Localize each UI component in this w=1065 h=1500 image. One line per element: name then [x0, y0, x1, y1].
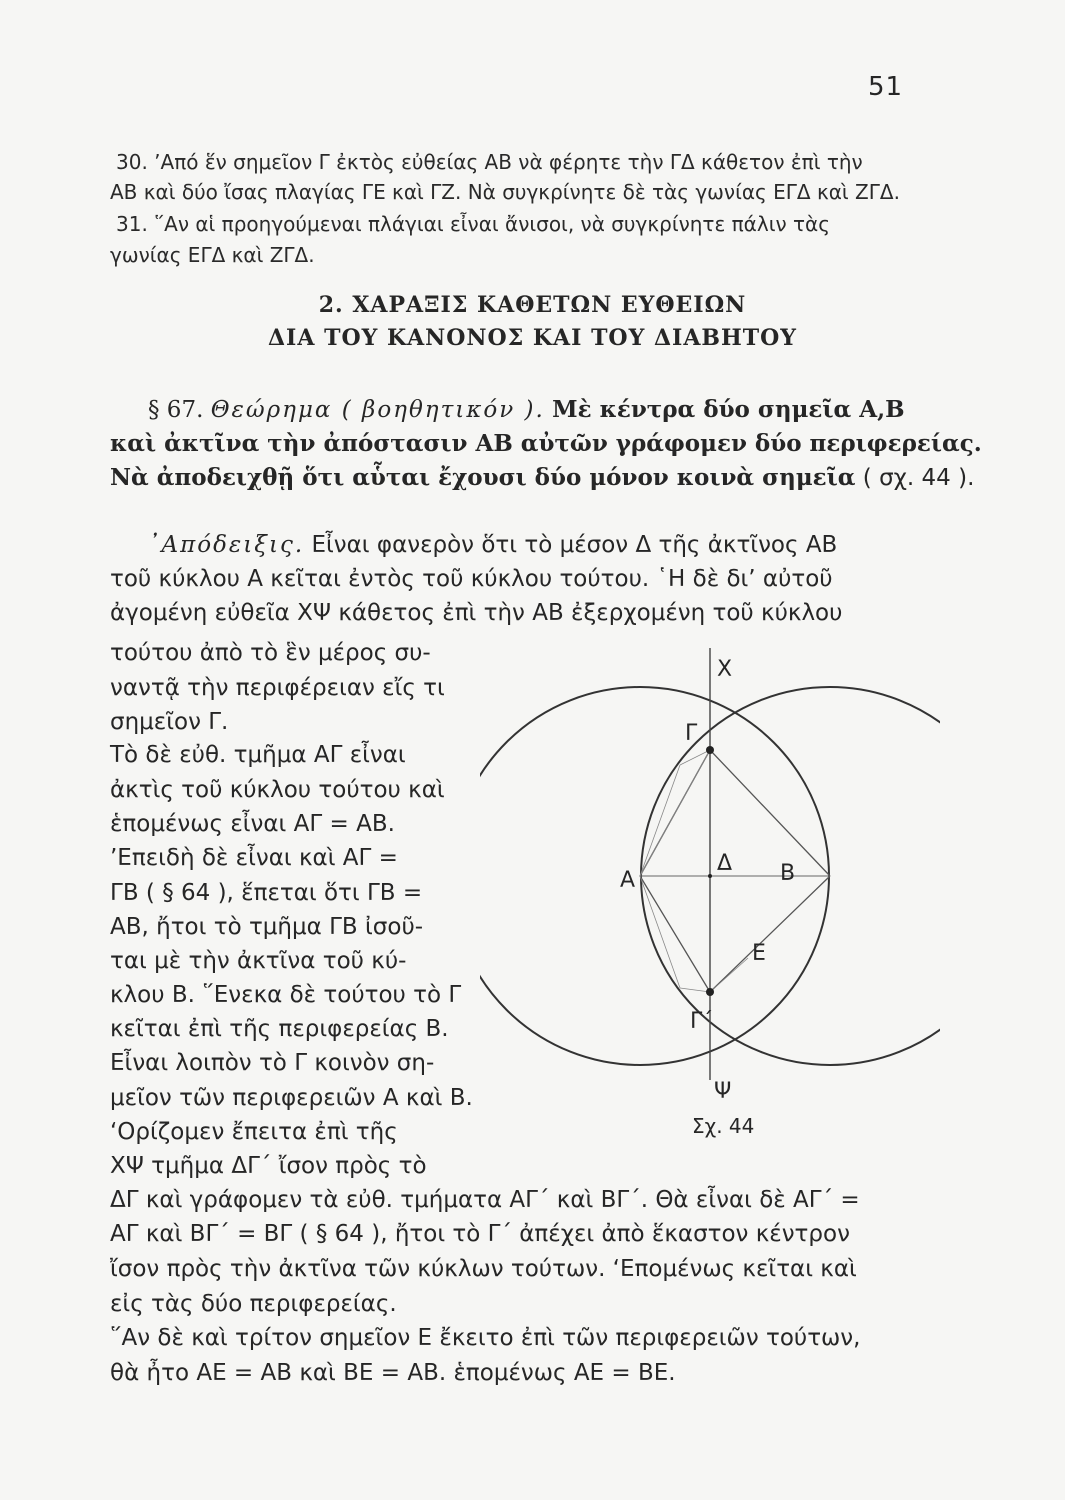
label-psi: Ψ — [714, 1079, 732, 1104]
label-b: Β — [780, 861, 796, 886]
proof-narrow-line: κεῖται ἐπὶ τῆς περιφερείας Β. — [110, 1016, 449, 1042]
proof-narrow-line: ΑΒ, ἤτοι τὸ τμῆμα ΓΒ ἰσοῦ- — [110, 914, 424, 940]
proof-narrow-line: ἀκτὶς τοῦ κύκλου τούτου καὶ — [110, 777, 445, 803]
proof-full-line: ΑΓ καὶ ΒΓ΄ = ΒΓ ( § 64 ), ἤτοι τὸ Γ΄ ἀπέχει ἀπὸ ἕκαστον κέντρον — [110, 1221, 850, 1247]
point-g-prime — [706, 988, 714, 996]
theorem-line-3 — [110, 464, 974, 491]
label-g-prime: Γ΄ — [690, 1009, 714, 1034]
exercise-30-line-1: 30. ’Από ἕν σημεῖον Γ ἐκτὸς εὐθείας ΑΒ νὰ φέρητε τὴν ΓΔ κάθετον ἐπὶ τὴν — [116, 150, 863, 174]
proof-narrow-line: ναντᾷ τὴν περιφέρειαν εἴς τι — [110, 675, 445, 701]
proof-narrow-line: μεῖον τῶν περιφερειῶν Α καὶ Β. — [110, 1085, 473, 1111]
proof-narrow-line: ’Επειδὴ δὲ εἶναι καὶ ΑΓ = — [110, 845, 398, 871]
construction-line — [680, 988, 710, 992]
theorem-line-1 — [148, 396, 905, 423]
page-number: 51 — [868, 72, 904, 102]
figure-caption: Σχ. 44 — [692, 1114, 755, 1138]
proof-text-1: Εἶναι φανερὸν ὅτι τὸ μέσον Δ τῆς ἀκτῖνος ΑΒ — [311, 532, 838, 558]
proof-narrow-line: ΧΨ τμῆμα ΔΓ΄ ἴσον πρὸς τὸ — [110, 1153, 427, 1179]
figure-reference: ( σχ. 44 ). — [862, 465, 975, 491]
construction-line — [710, 958, 748, 992]
label-g: Γ — [685, 721, 698, 746]
proof-line-3: ἀγομένη εὐθεῖα ΧΨ κάθετος ἐπὶ τὴν ΑΒ ἐξερχομένη τοῦ κύκλου — [110, 600, 843, 626]
exercise-30-line-2: ΑΒ καὶ δύο ἴσας πλαγίας ΓΕ καὶ ΓΖ. Νὰ συγκρίνητε δὲ τὰς γωνίας ΕΓΔ καὶ ΖΓΔ. — [110, 180, 900, 204]
section-heading-line-1: 2. ΧΑΡΑΞΙΣ ΚΑΘΕΤΩΝ ΕΥΘΕΙΩΝ — [318, 292, 747, 318]
segment-bg-prime — [710, 876, 830, 992]
proof-narrow-line: κλου Β. ῞Ενεκα δὲ τούτου τὸ Γ — [110, 982, 462, 1008]
proof-narrow-line: ΓΒ ( § 64 ), ἕπεται ὅτι ΓΒ = — [110, 880, 423, 906]
construction-line — [640, 765, 680, 876]
point-g — [706, 746, 714, 754]
proof-narrow-line: ‘Ορίζομεν ἔπειτα ἐπὶ τῆς — [110, 1119, 398, 1145]
proof-narrow-line: τούτου ἀπὸ τὸ ἓν μέρος συ- — [110, 640, 431, 666]
label-e: Ε — [752, 941, 766, 966]
theorem-statement-end: Νὰ ἀποδειχθῇ ὅτι αὗται ἔχουσι δύο μόνον κοινὰ σημεῖα — [110, 464, 856, 491]
point-d — [708, 874, 712, 878]
proof-full-line: ΔΓ καὶ γράφομεν τὰ εὐθ. τμήματα ΑΓ΄ καὶ ΒΓ΄. Θὰ εἶναι δὲ ΑΓ΄ = — [110, 1187, 860, 1213]
proof-narrow-line: ται μὲ τὴν ἀκτῖνα τοῦ κύ- — [110, 948, 407, 974]
exercise-31-line-2: γωνίας ΕΓΔ καὶ ΖΓΔ. — [110, 243, 315, 267]
exercise-31-line-1: 31. ῞Αν αἱ προηγούμεναι πλάγιαι εἶναι ἄνισοι, νὰ συγκρίνητε πάλιν τὰς — [116, 212, 830, 236]
proof-full-line: ῞Αν δὲ καὶ τρίτον σημεῖον Ε ἔκειτο ἐπὶ τῶν περιφερειῶν τούτων, — [110, 1325, 861, 1351]
proof-line-1 — [148, 532, 837, 558]
theorem-line-2: καὶ ἀκτῖνα τὴν ἀπόστασιν ΑΒ αὐτῶν γράφομεν δύο περιφερείας. — [110, 430, 982, 457]
proof-narrow-line: σημεῖον Γ. — [110, 709, 229, 735]
theorem-number: § 67. — [148, 397, 204, 423]
label-d: Δ — [717, 851, 733, 876]
theorem-label: Θεώρημα ( βοηθητικόν ). — [210, 397, 545, 423]
section-heading-line-2: ΔΙΑ ΤΟΥ ΚΑΝΟΝΟΣ ΚΑΙ ΤΟΥ ΔΙΑΒΗΤΟΥ — [267, 325, 798, 351]
proof-narrow-line: ἑπομένως εἶναι ΑΓ = ΑΒ. — [110, 811, 395, 837]
label-a: Α — [620, 868, 636, 893]
proof-narrow-line: Εἶναι λοιπὸν τὸ Γ κοινὸν ση- — [110, 1050, 435, 1076]
proof-line-2: τοῦ κύκλου Α κεῖται ἐντὸς τοῦ κύκλου τούτου. ῾Η δὲ δι’ αὐτοῦ — [110, 566, 833, 592]
proof-full-line: εἰς τὰς δύο περιφερείας. — [110, 1291, 397, 1317]
label-x: Χ — [717, 657, 733, 682]
proof-label: ᾿Απόδειξις. — [148, 532, 305, 558]
figure-44 — [480, 640, 940, 1145]
proof-narrow-line: Τὸ δὲ εὐθ. τμῆμα ΑΓ εἶναι — [110, 742, 406, 768]
proof-full-line: ἴσον πρὸς τὴν ἀκτῖνα τῶν κύκλων τούτων. ‘Επομένως κεῖται καὶ — [110, 1256, 857, 1282]
proof-full-line: θὰ ἦτο ΑΕ = ΑΒ καὶ ΒΕ = ΑΒ. ἑπομένως ΑΕ = ΒΕ. — [110, 1360, 676, 1386]
theorem-statement-start: Μὲ κέντρα δύο σημεῖα Α,Β — [552, 396, 905, 423]
